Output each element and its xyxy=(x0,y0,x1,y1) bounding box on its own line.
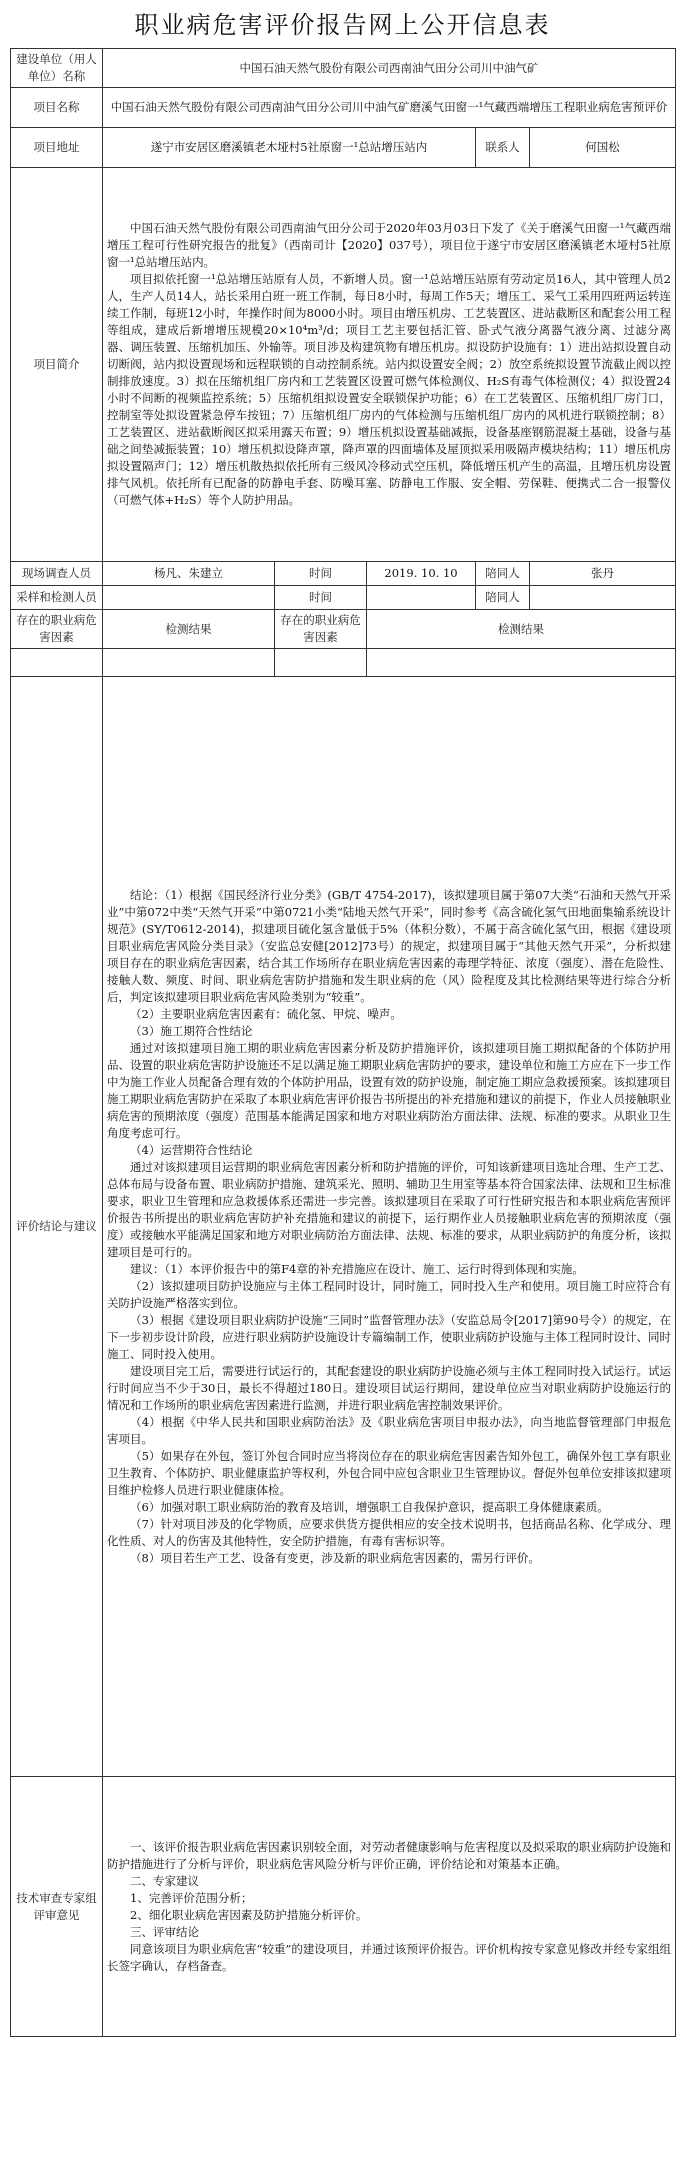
conclusion-paragraph: 通过对该拟建项目施工期的职业病危害因素分析及防护措施评价，该拟建项目施工期拟配备的个体防护用品、设置的职业病危害防护设施还不足以满足施工期职业病危害防护的要求，建设单位和施工方应在下一步工作中为施工作业人员配备合理有效的个体防护用品，设置有效的防护设施，制定施工期应急救援预案。该拟建项目施工期职业病危害防护在采取了本职业病危害评价报告书所提出的补充措施和建议的前提下，作业人员接触职业病危害的预期浓度（强度）范围基本能满足国家和地方对职业病防治方面法律、法规、标准的要求。从职业卫生角度考虑可行。 xyxy=(107,1040,671,1140)
sampling-label: 采样和检测人员 xyxy=(11,586,103,610)
review-text xyxy=(103,1777,676,2037)
conclusion-paragraph: 通过对该拟建项目运营期的职业病危害因素分析和防护措施的评价，可知该新建项目选址合理、生产工艺、总体布局与设备布置、职业病防护措施、建筑采光、照明、辅助卫生用室等基本符合国家法律、法规和卫生标准要求，职业卫生管理和应急救援体系还需进一步完善。该拟建项目在采取了可行性研究报告和本职业病危害预评价报告书所提出的职业病危害防护补充措施和建议的前提下，运行期作业人员接触职业病危害的预期浓度（强度）或接触水平能满足国家和地方对职业病防治方面法律、法规、标准的要求，从职业病防护的角度分析，该拟建项目是可行的。 xyxy=(107,1159,671,1259)
time2-value xyxy=(367,586,476,610)
intro-paragraph: 项目拟依托窗一¹总站增压站原有人员，不新增人员。窗一¹总站增压站原有劳动定员16人，其中管理人员2人，生产人员14人，站长采用白班一班工作制，每日8小时，每周工作5天；增压工、采气工采用四班两运转连续工作制，每班12小时，年操作时间为8000小时。项目由增压机房、工艺装置区、进站截断区和配套公用工程等组成，建成后新增增压规模20×10⁴m³/d；项目工艺主要包括汇管、卧式气液分离器气液分离、过滤分离器、调压装置、压缩机加压、外输等。项目涉及构建筑物有增压机房。拟设防护设施有：1）进出站拟设置自动切断阀，站内拟设置现场和远程联锁的自动控制系统。站内拟设置安全阀；2）放空系统拟设置节流截止阀以控制排放速度。3）拟在压缩机组厂房内和工艺装置区设置可燃气体检测仪、H₂S有毒气体检测仪；4）拟设置24小时不间断的视频监控系统；5）压缩机组拟设置安全联锁保护功能；6）在工艺装置区、压缩机组厂房门口，控制室等处拟设置紧急停车按钮；7）压缩机组厂房内的气体检测与压缩机组厂房内的风机进行联锁控制；8）工艺装置区、进站截断阀区拟采用露天布置；9）增压机拟设置基础减振，设备基座钢筋混凝土基础，设备与基础之间垫减振装置；10）增压机拟设降声罩，降声罩的四面墙体及屋顶拟采用吸隔声模块结构；11）增压机房拟设置隔声门；12）增压机散热拟依托所有三级风冷移动式空压机，降低增压机产生的高温，且增压机房设置排气风机。依托所有已配备的防静电手套、防噪耳塞、防静电工作服、安全帽、劳保鞋、便携式二合一报警仪（可燃气体+H₂S）等个人防护用品。 xyxy=(107,272,671,507)
result-header-1: 检测结果 xyxy=(103,610,275,649)
companion-label: 陪同人 xyxy=(476,562,530,586)
investigators-label: 现场调查人员 xyxy=(11,562,103,586)
review-paragraph: 二、专家建议 xyxy=(130,1873,199,1888)
unit-value: 中国石油天然气股份有限公司西南油气田分公司川中油气矿 xyxy=(103,49,676,88)
project-label: 项目名称 xyxy=(11,88,103,128)
time-value: 2019. 10. 10 xyxy=(367,562,476,586)
hazard-cell xyxy=(275,649,367,677)
conclusion-paragraph: （7）针对项目涉及的化学物质，应要求供货方提供相应的安全技术说明书，包括商品名称、化学成分、理化性质、对人的伤害及其他特性，安全防护措施，有毒有害标识等。 xyxy=(107,1516,671,1548)
conclusion-paragraph: （5）如果存在外包，签订外包合同时应当将岗位存在的职业病危害因素告知外包工，确保外包工享有职业卫生教育、个体防护、职业健康监护等权利，外包合同中应包含职业卫生管理协议。督促外包单位安排该拟建项目维护检修人员进行职业健康体检。 xyxy=(107,1448,671,1497)
conclusion-paragraph: （2）主要职业病危害因素有：硫化氢、甲烷、噪声。 xyxy=(130,1006,402,1021)
conclusion-paragraph: （6）加强对职工职业病防治的教育及培训，增强职工自我保护意识，提高职工身体健康素质。 xyxy=(130,1499,609,1514)
review-paragraph: 同意该项目为职业病危害“较重”的建设项目，并通过该预评价报告。评价机构按专家意见修改并经专家组组长签字确认，存档备查。 xyxy=(107,1941,671,1973)
investigators-value: 杨凡、朱建立 xyxy=(103,562,275,586)
companion2-value xyxy=(530,586,676,610)
address-value: 遂宁市安居区磨溪镇老木垭村5社原窗一¹总站增压站内 xyxy=(103,128,476,168)
page-title: 职业病危害评价报告网上公开信息表 xyxy=(134,11,551,39)
conclusion-paragraph: （4）根据《中华人民共和国职业病防治法》及《职业病危害项目申报办法》，向当地监督管理部门申报危害项目。 xyxy=(107,1414,671,1446)
conclusion-paragraph: 建议：（1）本评价报告中的第F4章的补充措施应在设计、施工、运行时得到体现和实施。 xyxy=(130,1261,584,1276)
hazard-header-1: 存在的职业病危害因素 xyxy=(11,610,103,649)
result-header-2: 检测结果 xyxy=(367,610,676,649)
review-paragraph: 1、完善评价范围分析； xyxy=(130,1890,253,1905)
sampling-value xyxy=(103,586,275,610)
companion2-label: 陪同人 xyxy=(476,586,530,610)
conclusion-paragraph: 建设项目完工后，需要进行试运行的，其配套建设的职业病防护设施必须与主体工程同时投入试运行。试运行时间应当不少于30日，最长不得超过180日。建设项目试运行期间，建设单位应当对职业病防护设施运行的情况和工作场所的职业病危害因素进行监测，并进行职业病危害控制效果评价。 xyxy=(107,1363,671,1412)
address-label: 项目地址 xyxy=(11,128,103,168)
unit-label: 建设单位（用人单位）名称 xyxy=(11,49,103,88)
result-cell xyxy=(103,649,275,677)
hazard-header-2: 存在的职业病危害因素 xyxy=(275,610,367,649)
conclusion-text xyxy=(103,677,676,1777)
time-label: 时间 xyxy=(275,562,367,586)
intro-text xyxy=(103,168,676,562)
review-paragraph: 三、评审结论 xyxy=(130,1924,199,1939)
review-label: 技术审查专家组评审意见 xyxy=(11,1777,103,2037)
intro-paragraph: 中国石油天然气股份有限公司西南油气田分公司于2020年03月03日下发了《关于磨溪气田窗一¹气藏西端增压工程可行性研究报告的批复》（西南司计【2020】037号），项目位于遂宁市安居区磨溪镇老木垭村5社原窗一¹总站增压站内。 xyxy=(107,221,671,269)
contact-value: 何国松 xyxy=(530,128,676,168)
hazard-cell xyxy=(11,649,103,677)
conclusion-label: 评价结论与建议 xyxy=(11,677,103,1777)
conclusion-paragraph: （3）施工期符合性结论 xyxy=(130,1023,253,1038)
result-cell xyxy=(367,649,676,677)
conclusion-paragraph: （2）该拟建项目防护设施应与主体工程同时设计，同时施工，同时投入生产和使用。项目施工时应符合有关防护设施严格落实到位。 xyxy=(107,1278,671,1310)
time2-label: 时间 xyxy=(275,586,367,610)
review-paragraph: 一、该评价报告职业病危害因素识别较全面，对劳动者健康影响与危害程度以及拟采取的职业病防护设施和防护措施进行了分析与评价，职业病危害风险分析与评价正确，评价结论和对策基本正确。 xyxy=(107,1839,671,1871)
conclusion-paragraph: （4）运营期符合性结论 xyxy=(130,1142,253,1157)
conclusion-paragraph: （8）项目若生产工艺、设备有变更，涉及新的职业病危害因素的，需另行评价。 xyxy=(130,1550,540,1565)
info-table xyxy=(10,48,676,2037)
review-paragraph: 2、细化职业病危害因素及防护措施分析评价。 xyxy=(130,1907,368,1922)
project-value: 中国石油天然气股份有限公司西南油气田分公司川中油气矿磨溪气田窗一¹气藏西端增压工程职业病危害预评价 xyxy=(103,88,676,128)
contact-label: 联系人 xyxy=(476,128,530,168)
companion-value: 张丹 xyxy=(530,562,676,586)
intro-label: 项目简介 xyxy=(11,168,103,562)
conclusion-paragraph: （3）根据《建设项目职业病防护设施“三同时”监督管理办法》（安监总局令[2017]第90号令）的规定，在下一步初步设计阶段，应进行职业病防护设施设计专篇编制工作，使职业病防护设施与主体工程同时设计、同时施工、同时投入使用。 xyxy=(107,1312,671,1361)
conclusion-paragraph: 结论：（1）根据《国民经济行业分类》(GB/T 4754-2017)，该拟建项目属于第07大类“石油和天然气开采业”中第072中类“天然气开采”中第0721小类“陆地天然气开采”，同时参考《高含硫化氢气田地面集输系统设计规范》(SY/T0612-2014)，拟建项目硫化氢含量低于5%（体积分数），不属于高含硫化氢气田，根据《建设项目职业病危害风险分类目录》（安监总安健[2012]73号）的规定，拟建项目属于“其他天然气开采”，分析拟建项目存在的职业病危害因素，结合其工作场所存在职业病危害因素的毒理学特征、浓度（强度）、潜在危险性、接触人数、频度、时间、职业病危害防护措施和发生职业病的危（风）险程度及其比检测结果等进行综合分析后，判定该拟建项目职业病危害风险类别为“较重”。 xyxy=(107,887,671,1004)
